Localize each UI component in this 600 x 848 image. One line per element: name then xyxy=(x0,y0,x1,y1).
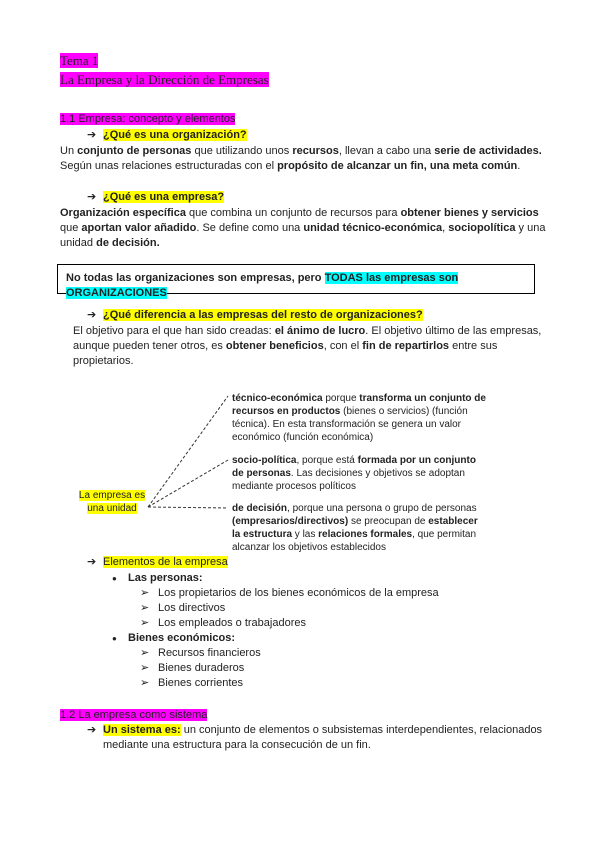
elements-heading-text: Elementos de la empresa xyxy=(103,556,228,568)
list-item: ➢ Recursos financieros xyxy=(140,647,261,659)
connector-line-tech xyxy=(148,396,228,507)
connector-line-socio xyxy=(148,460,228,507)
list-item: ➢ Los directivos xyxy=(140,602,226,614)
triangle-marker-icon: ➢ xyxy=(140,647,150,659)
paragraph-line: ➔ Un sistema es: un conjunto de elementos o subsistemas interdependientes, relacionados xyxy=(87,724,543,736)
diagram-root-line: una unidad xyxy=(87,503,137,514)
paragraph-line: aunque pueden tener otros, es obtener beneficios, con el fin de repartirlos entre sus xyxy=(73,340,498,352)
list-item: ➢ Los propietarios de los bienes económicos de la empresa xyxy=(140,587,439,599)
section-heading-1-2 xyxy=(60,708,207,723)
boxed-statement-text: No todas las organizaciones son empresas, pero xyxy=(66,272,325,284)
arrow-icon: ➔ xyxy=(87,556,97,568)
paragraph-line: propietarios. xyxy=(73,355,134,367)
diagram-root xyxy=(76,489,148,515)
page-title-text: La Empresa y la Dirección de Empresas xyxy=(60,72,269,87)
section-heading-1-1-text: 1.1 Empresa: concepto y elementos xyxy=(60,113,236,125)
paragraph-line: que aportan valor añadido. Se define como una unidad técnico-económica, sociopolítica y una xyxy=(60,222,546,234)
paragraph-line: mediante una estructura para la consecución de un fin. xyxy=(103,739,371,751)
paragraph-line: Un conjunto de personas que utilizando unos recursos, llevan a cabo una serie de actividades. xyxy=(60,145,542,157)
bullet-icon: ● xyxy=(112,634,117,643)
list-item: ● Las personas: xyxy=(112,572,203,584)
diagram-node-socio: socio-política, porque está formada por un conjunto de personas. Las decisiones y objetivos se adoptan mediante procesos políticos xyxy=(232,455,476,492)
diagram-node-tech: técnico-económica porque transforma un conjunto de recursos en productos (bienes o servicios) (función técnica). En esta transformación se genera un valor económico (función económica) xyxy=(232,393,486,443)
list-item: ➢ Bienes corrientes xyxy=(140,677,243,689)
tema-text: Tema 1 xyxy=(60,53,99,68)
diagram-node-decision: de decisión, porque una persona o grupo de personas (empresarios/directivos) se preocupan de establecer la estructura y las relaciones formales, que permitan alcanzar los objetivos establecidos xyxy=(232,503,478,553)
bullet-icon: ● xyxy=(112,574,117,583)
sublist-bienes xyxy=(140,646,261,691)
paragraph-line: Organización específica que combina un conjunto de recursos para obtener bienes y servicios xyxy=(60,207,539,219)
elements-heading xyxy=(87,555,228,570)
question-text: ¿Qué es una empresa? xyxy=(103,191,225,203)
triangle-marker-icon: ➢ xyxy=(140,677,150,689)
paragraph-line: El objetivo para el que han sido creadas: el ánimo de lucro. El objetivo último de las empresas, xyxy=(73,325,542,337)
arrow-icon: ➔ xyxy=(87,724,97,736)
paragraph-line: unidad de decisión. xyxy=(60,237,160,249)
group-personas xyxy=(112,571,203,586)
section-heading-1-2-text: 1.2 La empresa como sistema xyxy=(60,709,208,721)
paragraph-sistema xyxy=(87,723,557,753)
triangle-marker-icon: ➢ xyxy=(140,602,150,614)
triangle-marker-icon: ➢ xyxy=(140,587,150,599)
sublist-personas xyxy=(140,586,439,631)
question-text: ¿Qué diferencia a las empresas del resto de organizaciones? xyxy=(103,309,423,321)
diagram-root-line: La empresa es xyxy=(78,490,146,501)
group-bienes xyxy=(112,631,235,646)
triangle-marker-icon: ➢ xyxy=(140,662,150,674)
list-item: ➢ Los empleados o trabajadores xyxy=(140,617,306,629)
arrow-icon: ➔ xyxy=(87,309,97,321)
boxed-statement-highlight: TODAS las empresas son ORGANIZACIONES xyxy=(66,272,459,299)
list-item: ● Bienes económicos: xyxy=(112,632,235,644)
question-text: ¿Qué es una organización? xyxy=(103,129,247,141)
arrow-icon: ➔ xyxy=(87,191,97,203)
connector-line-decision xyxy=(148,507,228,508)
arrow-icon: ➔ xyxy=(87,129,97,141)
list-item: ➢ Bienes duraderos xyxy=(140,662,245,674)
paragraph-line: Según unas relaciones estructuradas con el propósito de alcanzar un fin, una meta común. xyxy=(60,160,521,172)
triangle-marker-icon: ➢ xyxy=(140,617,150,629)
